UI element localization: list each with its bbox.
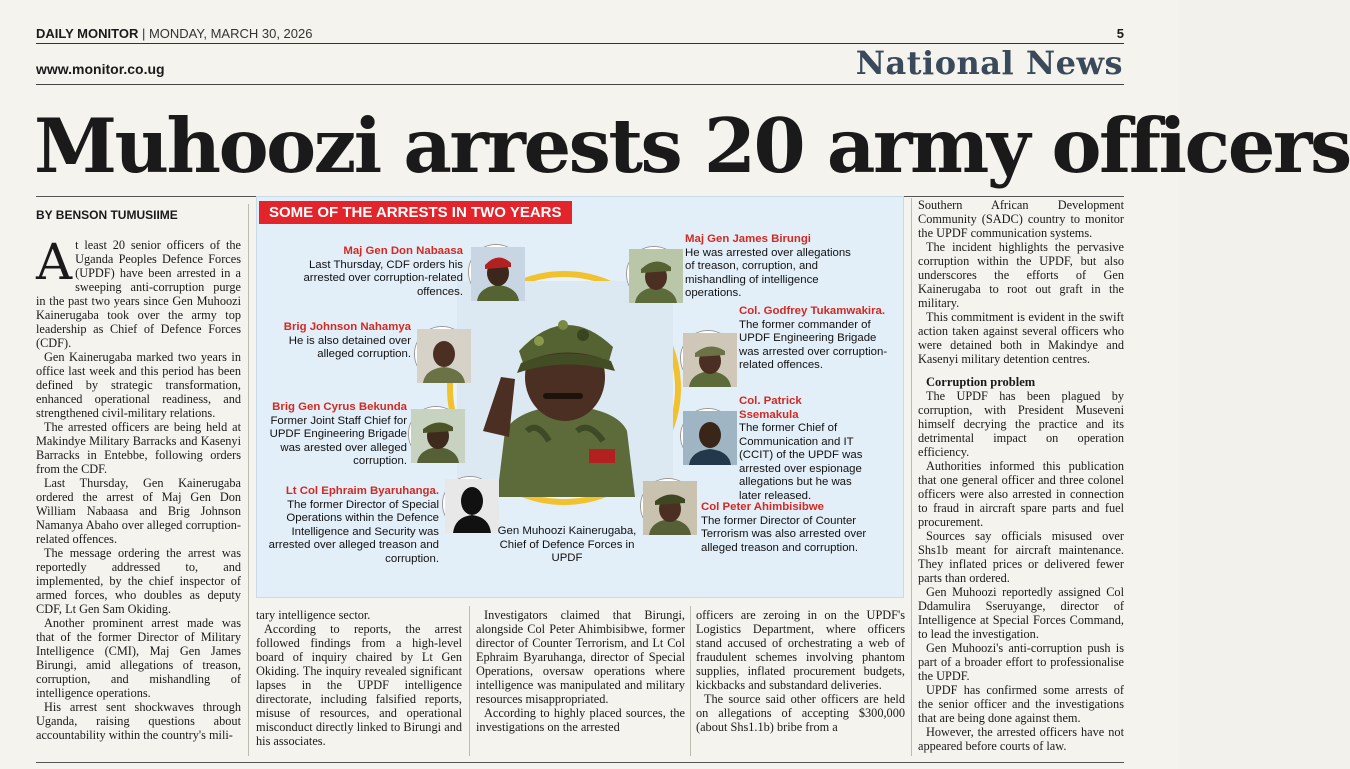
paragraph: The incident highlights the pervasive corruption within the UPDF, but also underscores the efforts of Gen Kainerugaba to root out graft in the military.: [918, 240, 1124, 310]
page-number: 5: [1116, 26, 1124, 41]
paragraph: The UPDF has been plagued by corruption, with President Museveni himself decrying the practice and its detrimental impact on operation efficiency.: [918, 389, 1124, 459]
article-column-2: [256, 608, 462, 754]
paragraph: The arrested officers are being held at Makindye Military Barracks and Kasenyi Barracks in Entebbe, following orders from the CDF.: [36, 420, 241, 476]
paragraph: officers are zeroing in on the UPDF's Logistics Department, where officers stand accused of orchestrating a web of fraudulent schemes involving phantom supplies, inflated procurement budgets, kickbacks and substandard deliveries.: [696, 608, 905, 692]
officer-photo-tukamwakira: [681, 331, 735, 385]
paragraph: This commitment is evident in the swift action taken against several officers who were detained both in Makindye and Kasenyi military detention centres.: [918, 310, 1124, 366]
paragraph: Authorities informed this publication that one general officer and three colonel officers were also arrested in connection to fraud in aircraft spare parts and fuel procurement.: [918, 459, 1124, 529]
paragraph: Gen Kainerugaba marked two years in office last week and this period has been defined by strategic transformation, enhanced operational readiness, and strengthened civil-military relations.: [36, 350, 241, 420]
article-column-1: [36, 233, 241, 750]
paragraph: Investigators claimed that Birungi, alongside Col Peter Ahimbisibwe, former director of Counter Terrorism, and Lt Col Ephraim Byaruhanga, director of Special Operations, oversaw operations where intelligence was manipulated and military resources misappropriated.: [476, 608, 685, 706]
officer-photo-nahamya: [415, 327, 469, 381]
paragraph: Southern African Development Community (SADC) country to monitor the UPDF communication systems.: [918, 198, 1124, 240]
paragraph: tary intelligence sector.: [256, 608, 371, 622]
publication-name: DAILY MONITOR: [36, 26, 139, 41]
column-divider: [690, 606, 691, 756]
officer-card-nahamya: Brig Johnson Nahamya He is also detained over alleged corruption.: [283, 321, 411, 360]
officer-card-birungi: Maj Gen James Birungi He was arrested over allegations of treason, corruption, and mishandling of intelligence operations.: [685, 233, 851, 299]
paragraph: The source said other officers are held on allegations of accepting $300,000 (about Shs1.1b) bribe from a: [696, 692, 905, 734]
footer-rule: [36, 762, 1124, 763]
officer-photo-ssemakula: [681, 409, 735, 463]
paragraph: Gen Muhoozi reportedly assigned Col Ddamulira Sseruyange, director of Intelligence at Special Forces Command, to lead the investigation.: [918, 585, 1124, 641]
paragraph: Last Thursday, Gen Kainerugaba ordered the arrest of Maj Gen Don William Nabaasa and Brig Johnson Namanya Abaho over alleged corruption-related offences.: [36, 476, 241, 546]
headline: Muhoozi arrests 20 army officers: [34, 102, 1350, 190]
issue-date: | MONDAY, MARCH 30, 2026: [141, 26, 313, 41]
paragraph: However, the arrested officers have not appeared before courts of law.: [918, 725, 1124, 753]
chief-caption: Gen Muhoozi Kainerugaba, Chief of Defence Forces in UPDF: [497, 525, 637, 564]
dropcap: A: [36, 233, 73, 291]
article-column-5: [918, 198, 1124, 754]
paragraph: According to reports, the arrest followed findings from a high-level board of inquiry chaired by Lt Gen Okiding. The inquiry revealed significant lapses in the UPDF intelligence directorate, including falsified reports, misuse of resources, and operational misconduct directly linked to Birungi and his associates.: [256, 622, 462, 748]
subheading: Corruption problem: [926, 375, 1036, 389]
paragraph: Sources say officials misused over Shs1b meant for aircraft maintenance. They inflated prices or delivered fewer parts than ordered.: [918, 529, 1124, 585]
article-column-3: [476, 608, 685, 754]
column-divider: [469, 606, 470, 756]
officer-photo-birungi: [627, 247, 681, 301]
paragraph: Gen Muhoozi's anti-corruption push is part of a broader effort to professionalise the UPDF.: [918, 641, 1124, 683]
officer-photo-ahimbisibwe: [641, 479, 695, 533]
paragraph: According to highly placed sources, the investigations on the arrested: [476, 706, 685, 734]
paragraph: UPDF has confirmed some arrests of the senior officer and the investigations that are being done against them.: [918, 683, 1124, 725]
section-title: National News: [855, 44, 1123, 82]
officer-card-ahimbisibwe: Col Peter Ahimbisibwe The former Director of Counter Terrorism was also arrested over alleged treason and corruption.: [701, 501, 867, 554]
paragraph: His arrest sent shockwaves through Uganda, raising questions about accountability within the country's mili-: [36, 700, 241, 742]
officer-card-ssemakula: Col. Patrick Ssemakula The former Chief of Communication and IT (CCIT) of the UPDF was arrested over espionage allegations but he was later released.: [739, 395, 863, 502]
website-url: www.monitor.co.ug: [36, 61, 165, 77]
paragraph: Another prominent arrest made was that of the former Director of Military Intelligence (CMI), Maj Gen James Birungi, amid allegations of treason, corruption, and mishandling of intelligence operations.: [36, 616, 241, 700]
officer-card-bekunda: Brig Gen Cyrus Bekunda Former Joint Staff Chief for UPDF Engineering Brigade was arested over alleged corruption.: [269, 401, 407, 467]
officer-card-tukamwakira: Col. Godfrey Tukamwakira. The former commander of UPDF Engineering Brigade was arrested over corruption-related offences.: [739, 305, 888, 371]
masthead-bar: [36, 26, 1124, 44]
officer-silhouette-byaruhanga: [443, 477, 497, 531]
officer-card-byaruhanga: Lt Col Ephraim Byaruhanga. The former Director of Special Operations within the Defence Intelligence and Security was arrested over alleged treason and corruption.: [268, 485, 439, 565]
arrests-graphic: [256, 196, 904, 598]
article-column-4: [696, 608, 905, 754]
lead-paragraph: At least 20 senior officers of the Uganda Peoples Defence Forces (UPDF) have been arrested in a sweeping anti-corruption purge in the past two years since Gen Muhoozi Kainerugaba took over the army top leadership as Chief of Defence Forces (CDF).: [36, 233, 241, 350]
graphic-title: SOME OF THE ARRESTS IN TWO YEARS: [259, 201, 572, 224]
byline: BY BENSON TUMUSIIME: [36, 208, 178, 222]
officer-photo-bekunda: [409, 407, 463, 461]
chief-portrait: [457, 281, 673, 497]
header-rule: [36, 84, 1124, 85]
paragraph: The message ordering the arrest was reportedly addressed to, and implemented, by the chief inspector of armed forces, who doubles as deputy CDF, Lt Gen Sam Okiding.: [36, 546, 241, 616]
officer-photo-nabaasa: [469, 245, 523, 299]
column-divider: [248, 204, 249, 756]
officer-card-nabaasa: Maj Gen Don Nabaasa Last Thursday, CDF orders his arrested over corruption-related offences.: [303, 245, 463, 298]
column-divider: [911, 198, 912, 756]
